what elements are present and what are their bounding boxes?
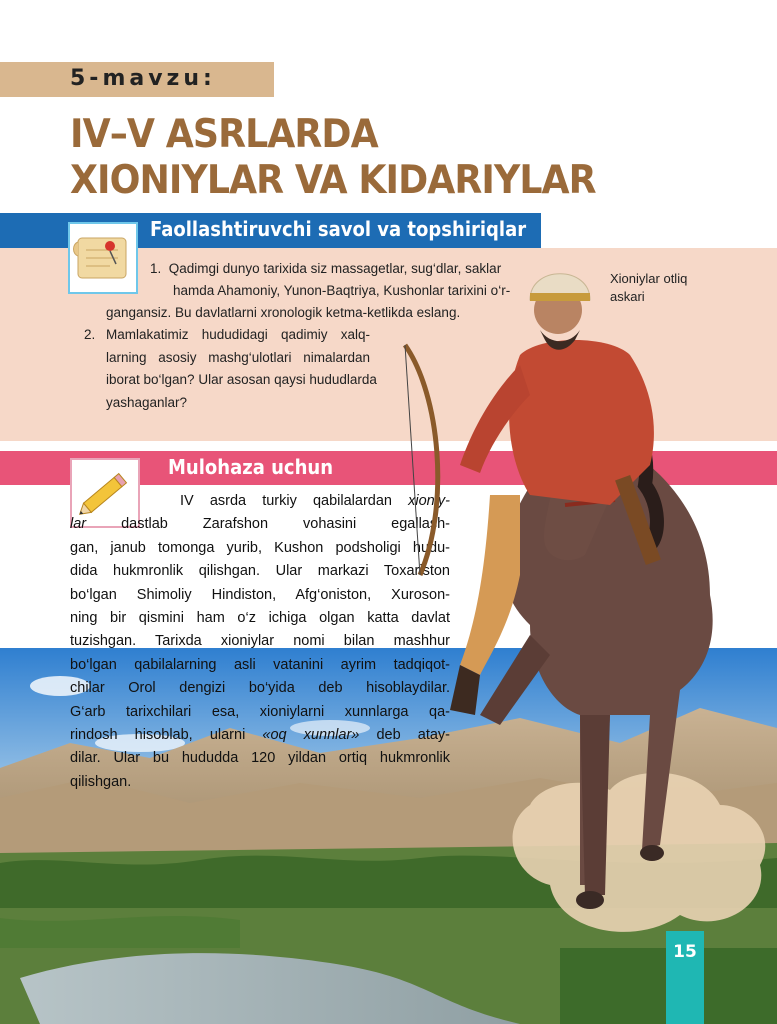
question-2-line-2: larning asosiy mashg‘ulotlari nimalardan bbox=[106, 350, 370, 365]
question-2-line-1: Mamlakatimiz hududidagi qadimiy xalq- bbox=[106, 327, 370, 342]
text-line: rindosh hisoblab, ularni «oq xunnlar» deb atay- bbox=[70, 726, 450, 743]
question-2-number: 2. bbox=[84, 327, 96, 342]
text-line: G‘arb tarixchilari esa, xioniylarni xunnlarga qa- bbox=[70, 703, 450, 720]
reflection-header-title: Mulohaza uchun bbox=[168, 455, 334, 479]
scroll-pin-icon bbox=[68, 222, 138, 294]
text-line: bo‘lgan Shimoliy Hindiston, Afg‘oniston, Xuroson- bbox=[70, 586, 450, 603]
page-title bbox=[70, 112, 596, 204]
text-line: bo‘lgan qabilalarning asli vatanini ayrim tadqiqot- bbox=[70, 656, 450, 673]
question-1-line-2: hamda Ahamoniy, Yunon-Baqtriya, Kushonlar tarixini o‘r- bbox=[173, 283, 511, 298]
title-line-1: IV–V ASRLARDA bbox=[70, 112, 378, 157]
text-line: IV asrda turkiy qabilalardan xioniy- bbox=[180, 493, 450, 509]
text-line: qilishgan. bbox=[70, 773, 132, 790]
question-number: 1. bbox=[150, 261, 162, 276]
text-line: gan, janub tomonga yurib, Kushon podsholigi hudu- bbox=[70, 539, 450, 556]
italic-term: lar bbox=[70, 516, 87, 533]
italic-term: «oq xunnlar» bbox=[262, 726, 360, 743]
question-1-line-3: gangansiz. Bu davlatlarni xronologik ketma-ketlikda eslang. bbox=[106, 305, 461, 320]
title-line-2: XIONIYLAR VA KIDARIYLAR bbox=[70, 158, 596, 203]
caption-line-1: Xioniylar otliq bbox=[610, 271, 688, 286]
italic-term: xioniy- bbox=[408, 493, 450, 509]
question-2-line-3: iborat bo‘lgan? Ular asosan qaysi hududlarda bbox=[106, 372, 377, 387]
caption-line-2: askari bbox=[610, 289, 645, 304]
text-line: dilar. Ular bu hududda 120 yildan ortiq hukmronlik bbox=[70, 750, 450, 767]
text-line: ning bir qismini ham o‘z ichiga olgan katta davlat bbox=[70, 609, 450, 626]
text-line: tuzishgan. Tarixda xioniylar nomi bilan mashhur bbox=[70, 633, 450, 650]
text-line: chilar Orol dengizi bo‘yida deb hisoblaydilar. bbox=[70, 680, 450, 697]
text-line: lar dastlab Zarafshon vohasini egallash- bbox=[70, 516, 450, 533]
text-line: dida hukmronlik qilishgan. Ular markazi Toxariston bbox=[70, 563, 450, 580]
xionite-horseman-illustration bbox=[380, 245, 777, 945]
question-line: Qadimgi dunyo tarixida siz massagetlar, sug‘dlar, saklar bbox=[168, 261, 502, 276]
question-2-line-4: yashaganlar? bbox=[106, 395, 188, 410]
topic-label: 5-mavzu: bbox=[70, 66, 216, 91]
page-number: 15 bbox=[673, 942, 697, 962]
questions-header-title: Faollashtiruvchi savol va topshiriqlar bbox=[150, 217, 527, 241]
